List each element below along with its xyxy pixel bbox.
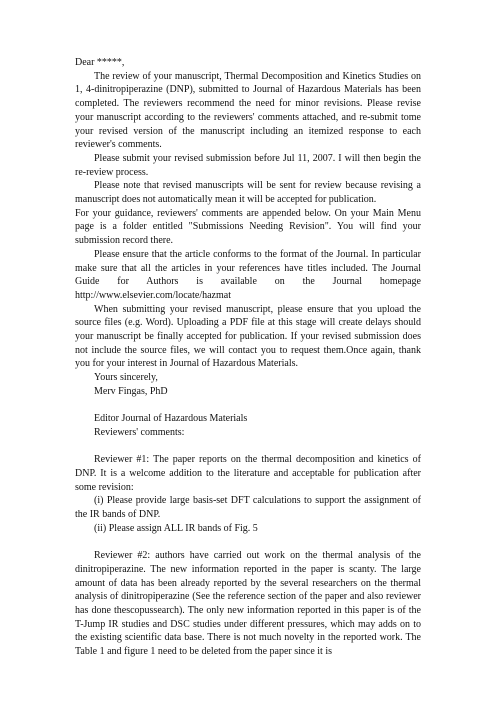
guidance-paragraph: For your guidance, reviewers' comments are appended below. On your Main Menu page is a folder entitled "Submissions Needing Revision". You will find your submission record there. [75,207,421,247]
blank-line [75,440,421,454]
source-files-paragraph: When submitting your revised manuscript, please ensure that you upload the source files (e.g. Word). Uploading a PDF file at this stage will create delays should your manuscript be finally accepted for publication. If your revised submission does not include the source files, we will contact you to request them.Once again, thank you for your interest in Journal of Hazardous Materials. [75,303,421,370]
deadline-paragraph: Please submit your revised submission before Jul 11, 2007. I will then begin the re-review process. [75,152,421,178]
comments-heading: Reviewers' comments: [94,426,185,438]
blank-line [75,399,421,413]
reviewer-1-item-1: (i) Please provide large basis-set DFT calculations to support the assignment of the IR bands of DNP. [75,495,421,521]
review-note-paragraph: Please note that revised manuscripts will be sent for review because revising a manuscript does not automatically mean it will be accepted for publication. [75,180,421,206]
signer-title: Editor Journal of Hazardous Materials [94,413,248,425]
closing: Yours sincerely, [94,372,158,384]
reviewer-1-item-2: (ii) Please assign ALL IR bands of Fig. 5 [94,522,258,534]
review-complete-paragraph: The review of your manuscript, Thermal Decomposition and Kinetics Studies on 1, 4-dinitropiperazine (DNP), submitted to Journal of Hazardous Materials has been completed. The reviewers recommend the need for minor revisions. Please revise your manuscript according to the reviewers' comments attached, and re-submit tome your revised version of the manuscript including an itemized response to each reviewer's comments. [75,70,421,151]
letter-page [75,56,421,659]
blank-line [75,536,421,550]
format-paragraph: Please ensure that the article conforms to the format of the Journal. In particular make sure that all the articles in your references have titles included. The Journal Guide for Authors is available on the Journal homepage http://www.elsevier.com/locate/hazmat [75,248,421,301]
reviewer-1-intro: Reviewer #1: The paper reports on the thermal decomposition and kinetics of DNP. It is a welcome addition to the literature and acceptable for publication after some revision: [75,454,421,493]
reviewer-2-text: Reviewer #2: authors have carried out work on the thermal analysis of the dinitropiperazine. The new information reported in the paper is scanty. The large amount of data has been already reported by the several researchers on the thermal analysis of dinitropiperazine (See the reference section of the paper and also reviewer has done thescopussearch). The only new information reported in this paper is of the T-Jump IR studies and DSC studies under different pressures, which may adds on to the existing scientific data base. There is not much novelty in the reported work. The Table 1 and figure 1 need to be deleted from the paper since it is [75,550,421,658]
salutation: Dear *****, [75,57,125,68]
signer-name: Merv Fingas, PhD [94,385,168,397]
